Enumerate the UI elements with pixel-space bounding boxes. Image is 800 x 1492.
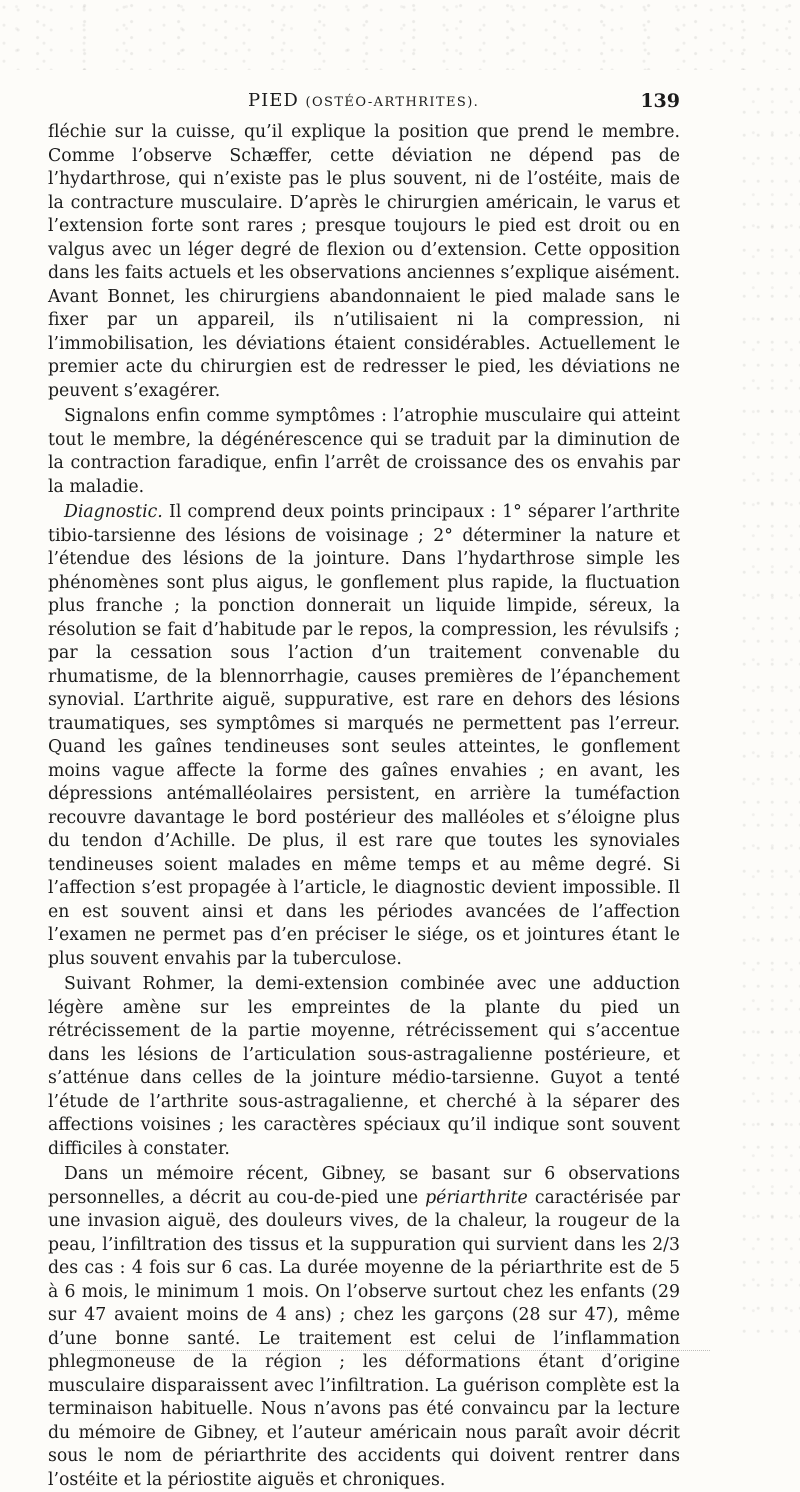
scan-noise-top (0, 0, 800, 70)
text-run: Signalons enfin comme symptômes : l’atrophie musculaire qui atteint tout le membre, la dégénérescence qui se traduit par la diminution de la contraction faradique, enfin l’arrêt de croissance des os envahis par la maladie. (48, 406, 680, 497)
paragraph-2 (48, 405, 680, 499)
scan-noise-bottom (90, 1350, 710, 1357)
text-run: caractérisée par une invasion aiguë, des douleurs vives, de la chaleur, la rougeur de la peau, l’infiltration des tissus et la suppuration qui survient dans les 2/3 des cas : 4 fois sur 6 cas. La durée moyenne de la périarthrite est de 5 à 6 mois, le minimum 1 mois. On l’observe surtout chez les enfants (29 sur 47 avaient moins de 4 ans) ; chez les garçons (28 sur 47), même d’une bonne santé. Le traitement est celui de l’inflammation phlegmoneuse de la région ; les déformations étant d’origine musculaire disparaissent avec l’infiltration. La guérison complète est la terminaison habituelle. Nous n’avons pas été convaincu par la lecture du mémoire de Gibney, et l’auteur américain nous paraît avoir décrit sous le nom de périarthrite des accidents qui doivent rentrer dans l’ostéite et la périostite aiguës et chroniques. (48, 1187, 680, 1490)
paragraph-3-diagnostic (48, 501, 680, 971)
text-run: fléchie sur la cuisse, qu’il explique la position que prend le membre. Comme l’observe Schæffer, cette déviation ne dépend pas de l’hydarthrose, qui n’existe pas le plus souvent, ni de l’ostéite, mais de la contracture musculaire. D’après le chirurgien américain, le varus et l’extension forte sont rares ; presque toujours le pied est droit ou en valgus avec un léger degré de flexion ou d’extension. Cette opposition dans les faits actuels et les observations anciennes s’explique aisément. Avant Bonnet, les chirurgiens abandonnaient le pied malade sans le fixer par un appareil, ils n’utilisaient ni la compression, ni l’immobilisation, les déviations étaient considérables. Actuellement le premier acte du chirurgien est de redresser le pied, les déviations ne peuvent s’exagérer. (48, 122, 680, 401)
running-title (248, 90, 479, 111)
paragraph-1 (48, 121, 680, 403)
italic-term: périarthrite (425, 1187, 528, 1208)
text-run: Suivant Rohmer, la demi-extension combinée avec une adduction légère amène sur les empreintes de la plante du pied un rétrécissement de la partie moyenne, rétrécissement qui s’accentue dans les lésions de l’articulation sous-astragalienne postérieure, et s’atténue dans celles de la jointure médio-tarsienne. Guyot a tenté l’étude de l’arthrite sous-astragalienne, et cherché à la séparer des affections voisines ; les caractères spéciaux qu’il indique sont souvent difficiles à constater. (48, 974, 680, 1159)
text-run: Dans un mémoire récent, Gibney, se basant sur 6 observations personnelles, a décrit au cou-de-pied une (48, 1164, 680, 1208)
italic-term: Diagnostic. (64, 502, 163, 522)
paragraph-5 (48, 1163, 680, 1492)
running-title-main: PIED (248, 90, 299, 111)
running-title-sub: (OSTÉO-ARTHRITES). (305, 95, 480, 110)
paragraph-4 (48, 973, 680, 1161)
text-run: Il comprend deux points principaux : 1° séparer l’arthrite tibio-tarsienne des lésions de voisinage ; 2° déterminer la nature et l’étendue des lésions de la jointure. Dans l’hydarthrose simple les phénomènes sont plus aigus, le gonflement plus rapide, la fluctuation plus franche ; la ponction donnerait un liquide limpide, séreux, la résolution se fait d’habitude par le repos, la compression, les révulsifs ; par la cessation sous l’action d’un traitement convenable du rhumatisme, de la blennorrhagie, causes premières de l’épanchement synovial. L’arthrite aiguë, suppurative, est rare en dehors des lésions traumatiques, ses symptômes si marqués ne permettent pas l’erreur. Quand les gaînes tendineuses sont seules atteintes, le gonflement moins vague affecte la forme des gaînes envahies ; en avant, les dépressions antémalléolaires persistent, en arrière la tuméfaction recouvre davantage le bord postérieur des malléoles et s’éloigne plus du tendon d’Achille. De plus, il est rare que toutes les synoviales tendineuses soient malades en même temps et au même degré. Si l’affection s’est propagée à l’article, le diagnostic devient impossible. Il en est souvent ainsi et dans les périodes avancées de l’affection l’examen ne permet pas d’en préciser le siége, os et jointures étant le plus souvent envahis par la tuberculose. (48, 502, 680, 969)
running-header (48, 90, 680, 114)
page-number: 139 (640, 90, 680, 112)
body-text (48, 121, 680, 1492)
scan-noise-right (740, 80, 800, 1340)
